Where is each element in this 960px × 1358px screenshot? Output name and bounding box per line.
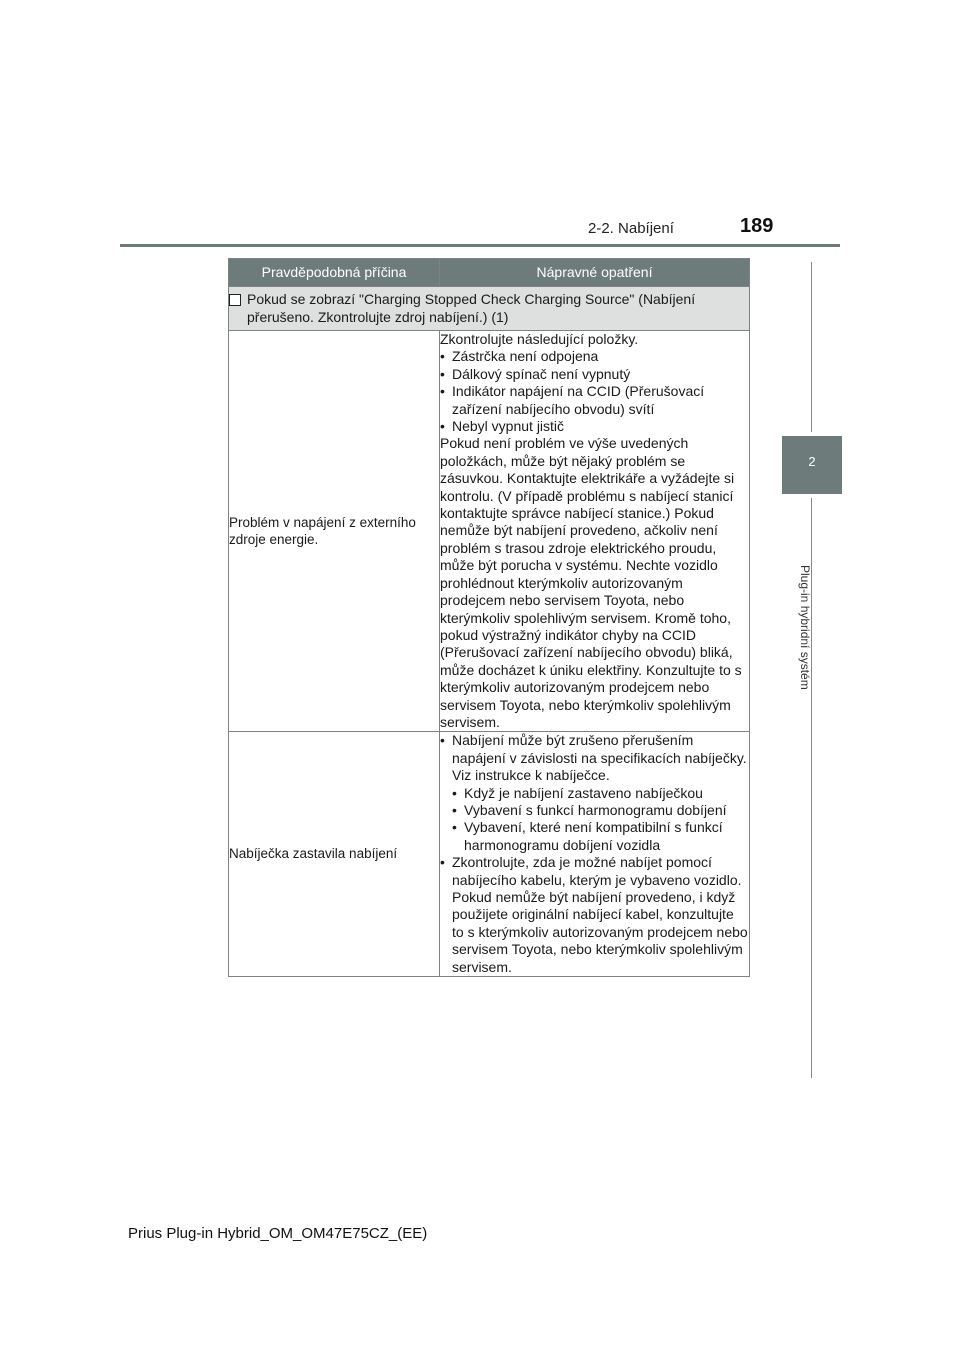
table-row: [229, 331, 750, 732]
chapter-number: 2: [808, 454, 816, 469]
sub-list-item: • Vybavení s funkcí harmonogramu dobíjení: [452, 801, 727, 818]
remedy-intro: Zkontrolujte následující položky.: [440, 331, 639, 347]
list-item: • Dálkový spínač není vypnutý: [440, 365, 631, 382]
cause-cell: Nabíječka zastavila nabíjení: [229, 732, 440, 977]
list-item: • Indikátor napájení na CCID (Přerušovací zařízení nabíjecího obvodu) svítí: [440, 383, 705, 417]
chapter-tab: [782, 436, 842, 494]
list-item: • Zástrčka není odpojena: [440, 348, 599, 365]
remedy-paragraph: Pokud není problém ve výše uvedených položkách, může být nějaký problém se zásuvkou. Kontaktujte elektrikáře a vyžádejte si kontrolu. (V případě problému s nabíjecí stanicí kontaktujte správce nabíjecí stanice.) Pokud nemůže být nabíjení provedeno, ačkoliv není problém s trasou zdroje elektrického proudu, může být porucha v systému. Nechte vozidlo prohlédnout kterýmkoliv autorizovaným prodejcem nebo servisem Toyota, nebo kterýmkoliv spolehlivým servisem. Kromě toho, pokud výstražný indikátor chyby na CCID (Přerušovací zařízení nabíjecího obvodu) bliká, může docházet k úniku elektřiny. Konzultujte to s kterýmkoliv autorizovaným prodejcem nebo servisem Toyota, nebo kterýmkoliv spolehlivým servisem.: [440, 435, 742, 730]
side-rule-top: [811, 262, 812, 432]
chapter-title: Plug-in hybridní systém: [798, 565, 812, 690]
cause-cell: Problém v napájení z externího zdroje energie.: [229, 331, 440, 732]
footer-text: Prius Plug-in Hybrid_OM_OM47E75CZ_(EE): [128, 1225, 428, 1242]
header-rule: [120, 244, 840, 247]
list-item: • Nabíjení může být zrušeno přerušením napájení v závislosti na specifikacích nabíječky. Viz instrukce k nabíječce. • Když je nabíjení zastaveno nabíječkou • Vybavení s funkcí harmonogramu dobíjení • Vybavení, které není kompatibilní s funkcí harmonogramu dobíjení vozidla: [440, 732, 749, 854]
troubleshooting-table: [228, 258, 750, 977]
section-title: 2-2. Nabíjení: [588, 220, 674, 237]
message-banner: [229, 287, 750, 331]
remedy-cell: [440, 732, 750, 977]
remedy-cell: [440, 331, 750, 732]
table-header-row: [229, 259, 750, 287]
table-banner-row: [229, 287, 750, 331]
list-item: • Zkontrolujte, zda je možné nabíjet pomocí nabíjecího kabelu, kterým je vybaveno vozidlo. Pokud nemůže být nabíjení provedeno, i když použijete originální nabíjecí kabel, konzultujte to s kterýmkoliv autorizovaným prodejcem nebo servisem Toyota, nebo kterýmkoliv spolehlivým servisem.: [440, 854, 748, 975]
banner-text: Pokud se zobrazí "Charging Stopped Check Charging Source" (Nabíjení přerušeno. Zkontrolujte zdroj nabíjení.) (1): [247, 291, 696, 325]
sub-list-item: • Když je nabíjení zastaveno nabíječkou: [452, 784, 703, 801]
column-header-remedy: Nápravné opatření: [440, 259, 750, 287]
checkbox-icon: [229, 294, 241, 306]
table-row: [229, 732, 750, 977]
list-item: • Nebyl vypnut jistič: [440, 418, 565, 435]
page-number: 189: [740, 215, 774, 237]
sub-list-item: • Vybavení, které není kompatibilní s funkcí harmonogramu dobíjení vozidla: [452, 819, 723, 853]
column-header-cause: Pravděpodobná příčina: [229, 259, 440, 287]
